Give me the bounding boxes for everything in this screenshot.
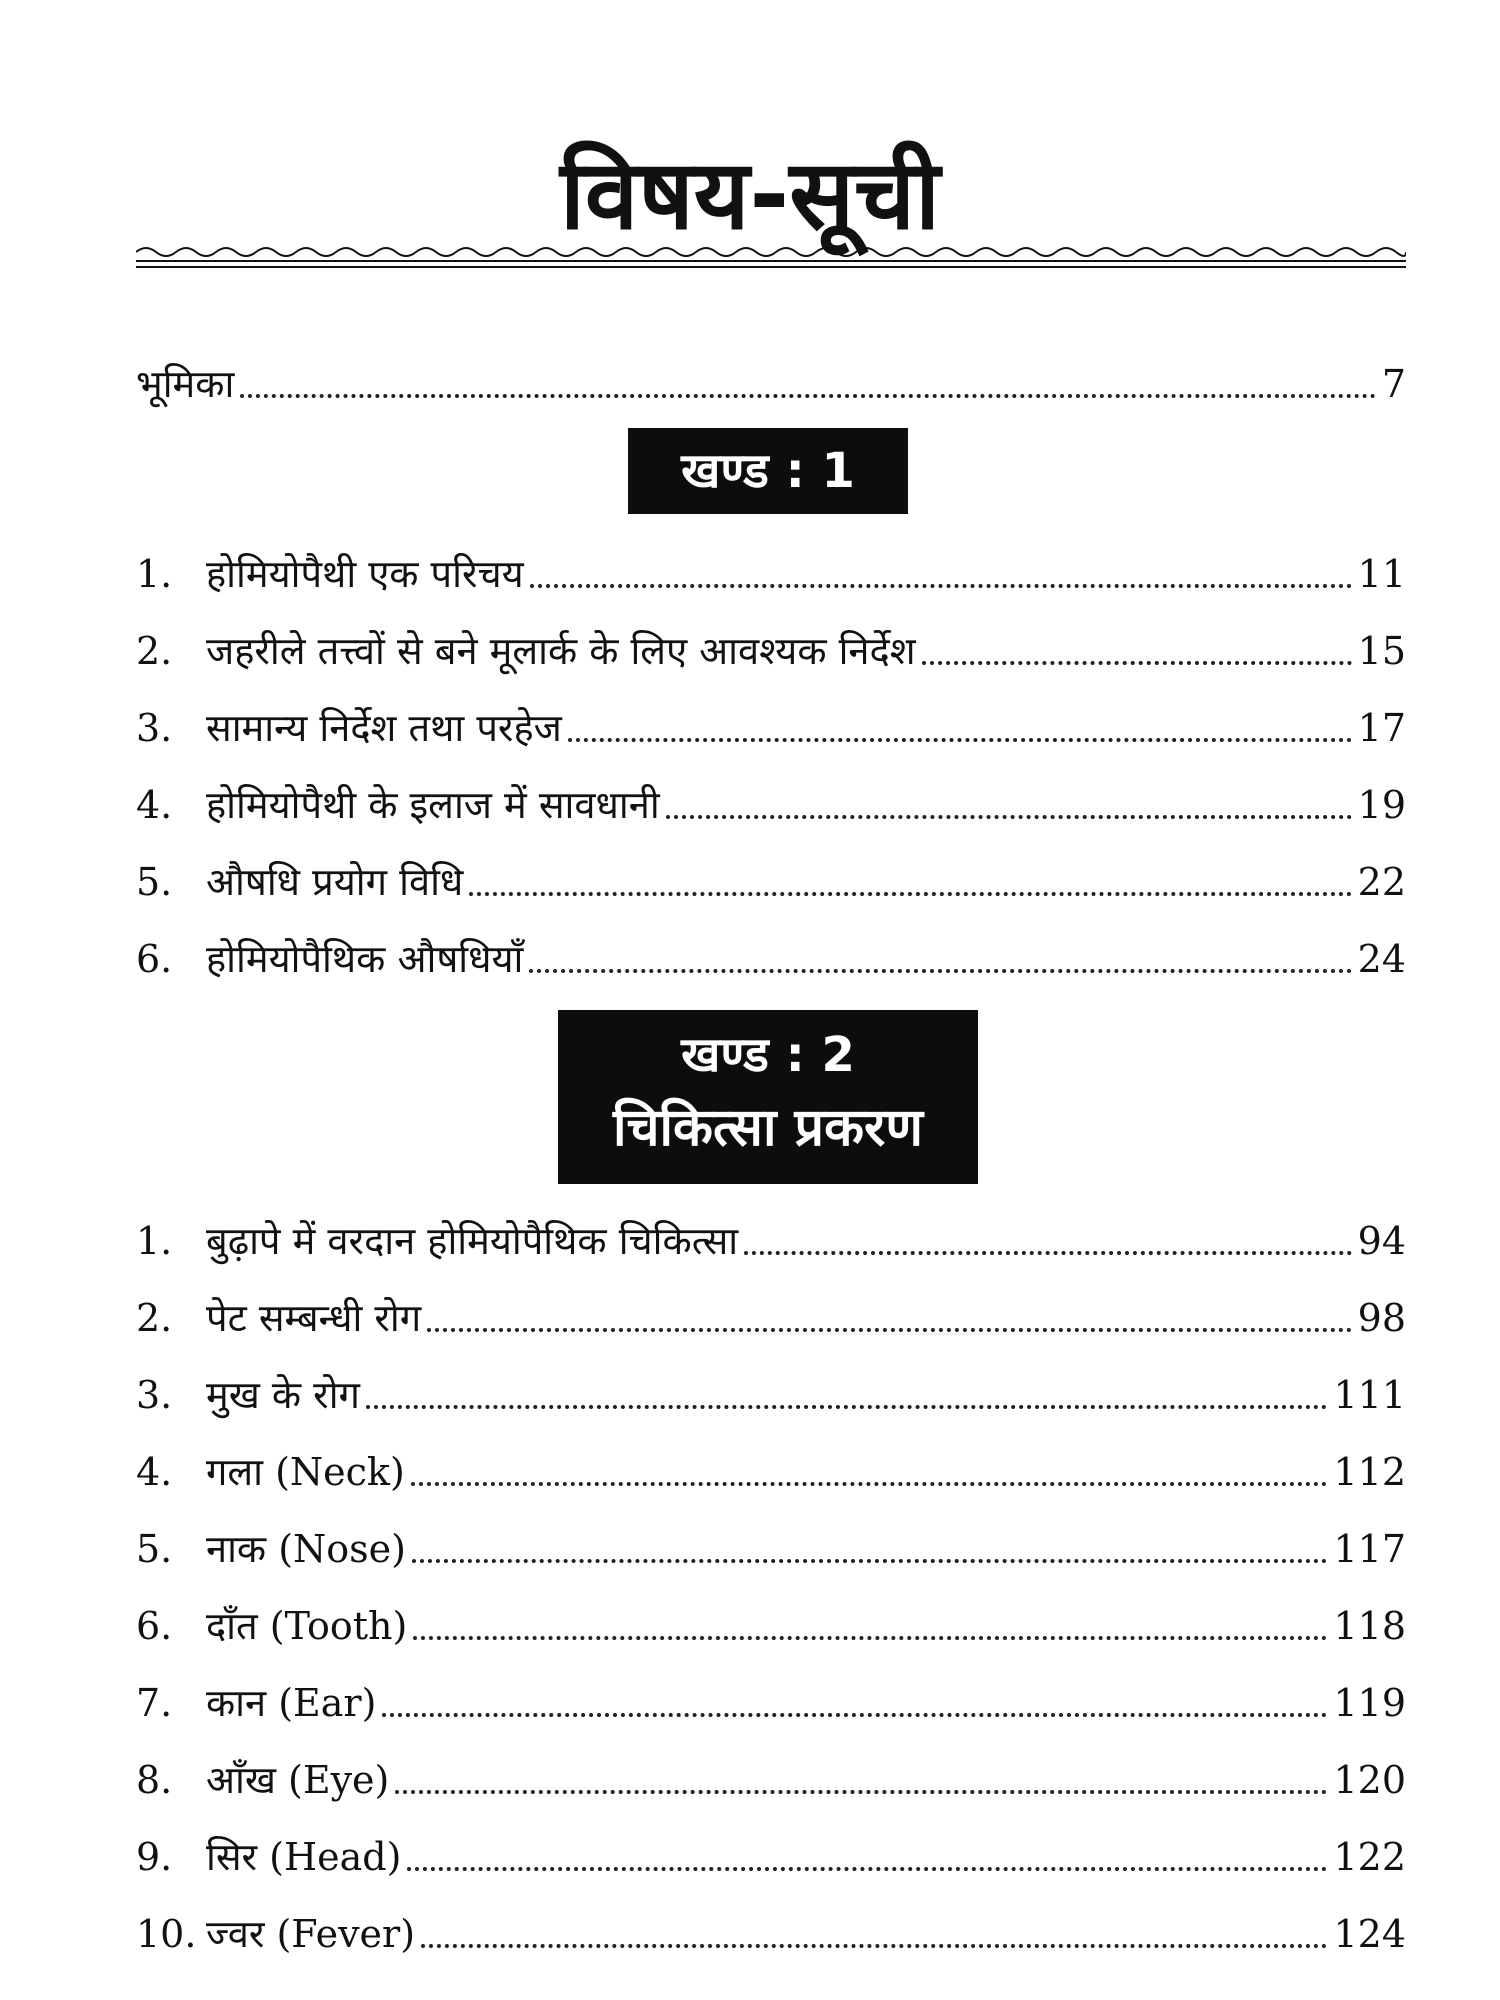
dot-leader	[366, 1405, 1328, 1409]
entry-page-number: 118	[1333, 1604, 1406, 1648]
entry-page-number: 120	[1333, 1758, 1406, 1802]
section-2-title: चिकित्सा प्रकरण	[613, 1098, 923, 1158]
entry-page-number: 15	[1357, 629, 1406, 673]
entry-number: 4.	[136, 783, 173, 827]
dot-leader	[240, 394, 1376, 398]
page-title: विषय-सूची	[560, 139, 940, 251]
entry-label: सामान्य निर्देश तथा परहेज	[206, 706, 562, 750]
dot-leader	[407, 1867, 1327, 1871]
toc-entry[interactable]	[136, 1521, 1406, 1577]
entry-page-number: 112	[1333, 1450, 1406, 1494]
entry-page-number: 94	[1357, 1219, 1406, 1263]
entry-page-number: 119	[1333, 1681, 1406, 1725]
toc-entry[interactable]	[136, 1290, 1406, 1346]
entry-number: 1.	[136, 552, 173, 596]
entry-page-number: 24	[1357, 937, 1406, 981]
entry-label: होमियोपैथी के इलाज में सावधानी	[206, 783, 660, 827]
entry-label: कान (Ear)	[206, 1681, 377, 1725]
dot-leader	[413, 1636, 1327, 1640]
dot-leader	[530, 584, 1352, 588]
entry-label: आँख (Eye)	[206, 1758, 390, 1802]
dot-leader	[427, 1328, 1351, 1332]
toc-entry-intro[interactable]	[136, 356, 1406, 412]
dot-leader	[744, 1251, 1352, 1255]
toc-entry[interactable]	[136, 854, 1406, 910]
entry-number: 4.	[136, 1450, 173, 1494]
entry-number: 3.	[136, 706, 173, 750]
entry-page-number: 19	[1357, 783, 1406, 827]
entry-number: 5.	[136, 1527, 173, 1571]
section-2-heading	[558, 1010, 978, 1184]
entry-page-number: 111	[1333, 1373, 1406, 1417]
dot-leader	[568, 738, 1352, 742]
entry-page-number: 17	[1357, 706, 1406, 750]
dot-leader	[421, 1944, 1327, 1948]
entry-number: 6.	[136, 1604, 173, 1648]
entry-number: 3.	[136, 1373, 173, 1417]
dot-leader	[529, 969, 1351, 973]
toc-entry[interactable]	[136, 1598, 1406, 1654]
entry-page-number: 124	[1333, 1912, 1406, 1956]
entry-page-number: 7	[1381, 362, 1406, 406]
entry-label: औषधि प्रयोग विधि	[206, 860, 464, 904]
entry-label: पेट सम्बन्धी रोग	[206, 1296, 422, 1340]
entry-number: 5.	[136, 860, 173, 904]
toc-entry[interactable]	[136, 1906, 1406, 1962]
entry-label: बुढ़ापे में वरदान होमियोपैथिक चिकित्सा	[206, 1219, 739, 1263]
entry-page-number: 122	[1333, 1835, 1406, 1879]
entry-label: होमियोपैथिक औषधियाँ	[206, 937, 524, 981]
dot-leader	[666, 815, 1352, 819]
entry-label: होमियोपैथी एक परिचय	[206, 552, 524, 596]
dot-leader	[469, 892, 1351, 896]
entry-number: 2.	[136, 1296, 173, 1340]
dot-leader	[922, 661, 1352, 665]
entry-label: भूमिका	[136, 362, 235, 406]
section-1-heading: खण्ड : 1	[628, 428, 908, 514]
entry-number: 10.	[136, 1912, 197, 1956]
dot-leader	[395, 1790, 1327, 1794]
toc-entry[interactable]	[136, 1444, 1406, 1500]
entry-label: नाक (Nose)	[206, 1527, 406, 1571]
entry-number: 7.	[136, 1681, 173, 1725]
entry-page-number: 98	[1357, 1296, 1406, 1340]
toc-entry[interactable]	[136, 1675, 1406, 1731]
entry-label: सिर (Head)	[206, 1835, 402, 1879]
toc-entry[interactable]	[136, 931, 1406, 987]
dot-leader	[412, 1559, 1328, 1563]
entry-label: गला (Neck)	[206, 1450, 405, 1494]
entry-page-number: 22	[1357, 860, 1406, 904]
dot-leader	[382, 1713, 1327, 1717]
entry-label: जहरीले तत्त्वों से बने मूलार्क के लिए आवश्यक निर्देश	[206, 629, 916, 673]
toc-entry[interactable]	[136, 700, 1406, 756]
toc-entry[interactable]	[136, 1752, 1406, 1808]
entry-label: दाँत (Tooth)	[206, 1604, 408, 1648]
toc-entry[interactable]	[136, 777, 1406, 833]
entry-number: 6.	[136, 937, 173, 981]
toc-entry[interactable]	[136, 1829, 1406, 1885]
toc-entry[interactable]	[136, 546, 1406, 602]
entry-number: 9.	[136, 1835, 173, 1879]
entry-number: 2.	[136, 629, 173, 673]
toc-entry[interactable]	[136, 1213, 1406, 1269]
entry-page-number: 117	[1333, 1527, 1406, 1571]
section-2-number: खण्ड : 2	[681, 1027, 855, 1083]
entry-number: 8.	[136, 1758, 173, 1802]
entry-page-number: 11	[1357, 552, 1406, 596]
entry-label: ज्वर (Fever)	[206, 1912, 416, 1956]
dot-leader	[411, 1482, 1328, 1486]
entry-number: 1.	[136, 1219, 173, 1263]
toc-entry[interactable]	[136, 623, 1406, 679]
toc-entry[interactable]	[136, 1367, 1406, 1423]
entry-label: मुख के रोग	[206, 1373, 360, 1417]
